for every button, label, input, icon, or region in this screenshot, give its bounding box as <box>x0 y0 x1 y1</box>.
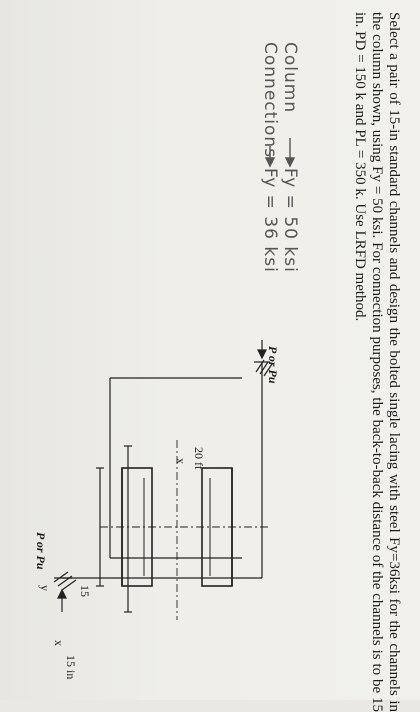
handwritten-connections-label: Connections <box>260 42 280 159</box>
top-load-label: P or Pu <box>266 346 280 384</box>
spacing-dimension <box>124 446 132 612</box>
bottom-load-arrow <box>58 590 66 612</box>
handwritten-column-value: Fy = 50 ksi <box>280 168 300 273</box>
depth-label: 15 in <box>64 655 78 680</box>
handwritten-column-label: Column <box>280 42 300 114</box>
spacing-label: 15 <box>78 585 92 597</box>
bottom-load-label: P or Pu <box>34 532 48 570</box>
axis-x-bottom: x <box>52 640 66 646</box>
problem-statement: Select a pair of 15-in standard channels and design the bolted single lacing with steel Fy=36ksi for the channels in the column shown, using Fy = 50 ksi. For connection purposes, the back-to-back distance of the channels is to be 15 in. PD = 150 k and PL = 350 k. Use LRFD method. <box>352 12 402 712</box>
axis-y: y <box>38 585 52 591</box>
centerlines <box>100 440 270 620</box>
axis-x-top: x <box>174 458 188 464</box>
height-label: 20 ft <box>192 447 206 470</box>
handwritten-connections-value: Fy = 36 ksi <box>260 168 280 273</box>
